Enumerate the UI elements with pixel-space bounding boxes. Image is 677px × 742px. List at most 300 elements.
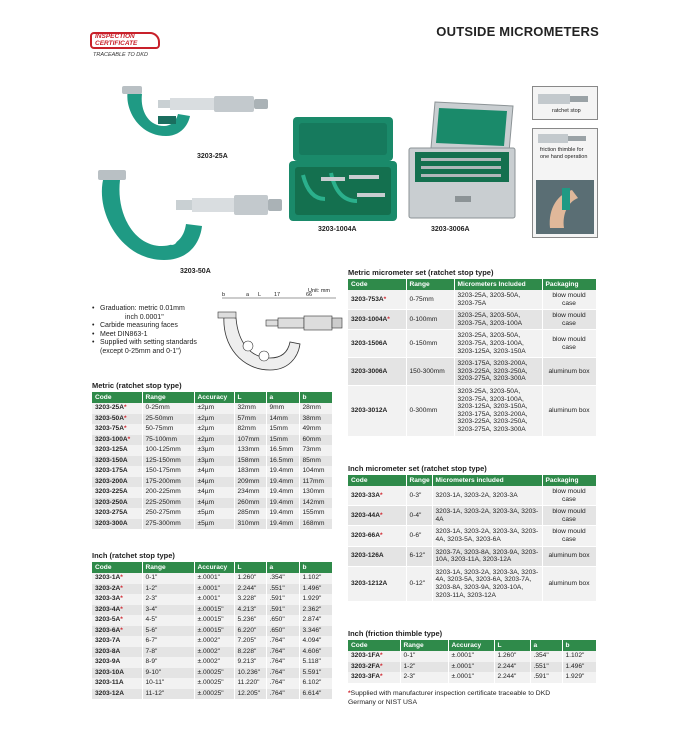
dim-b-cell: 6.614" [299,689,332,700]
column-header: Code [92,562,142,573]
dim-a-cell: 15mm [266,424,299,435]
range-cell: 2-3" [400,672,448,683]
product-code: 3203-2FA [351,662,380,670]
dim-a-cell: .764" [266,647,299,658]
dim-a-cell: 19.4mm [266,477,299,488]
dim-b-cell: 60mm [299,435,332,446]
column-header: Packaging [542,279,596,290]
included-cell: 3203-25A, 3203-50A, 3203-75A, 3203-100A, 3203-125A, 3203-150A, 3203-175A, 3203-200A, 3203-225A, 3203-250A, 3203-275A, 3203-300A [454,385,542,436]
dim-b-cell: 1.929" [562,672,596,683]
length-cell: 11.220" [234,678,266,689]
range-cell: 0-12" [406,566,432,601]
code-cell [92,487,142,498]
dim-b-cell: 155mm [299,508,332,519]
product-code: 3203-9A [95,658,121,665]
range-cell: 1-2" [400,662,448,673]
inch-set-title: Inch micrometer set (ratchet stop type) [348,464,487,473]
product-code: 3203-1506A [351,339,388,347]
dim-a-cell: .764" [266,636,299,647]
range-cell: 2-3" [142,594,194,605]
dim-b-cell: 38mm [299,414,332,425]
included-cell: 3203-175A, 3203-200A, 3203-225A, 3203-250A, 3203-275A, 3203-300A [454,358,542,386]
table-row [92,647,332,658]
column-header: Range [406,475,432,486]
certificate-star: * [120,605,123,613]
length-cell: 2.244" [494,662,530,673]
product-code: 3203-125A [95,446,128,453]
dim-b-cell: 1.102" [299,573,332,584]
range-cell: 6-7" [142,636,194,647]
table-row [348,651,596,662]
accuracy-cell: ±.0002" [194,647,234,658]
range-cell: 200-225mm [142,487,194,498]
badge-line-2: CERTIFICATE [95,40,138,47]
badge-line-3: TRACEABLE TO DKD [93,52,148,58]
length-cell: 107mm [234,435,266,446]
code-cell [92,636,142,647]
dim-a-cell: .591" [266,594,299,605]
length-cell: 158mm [234,456,266,467]
length-cell: 82mm [234,424,266,435]
length-cell: 234mm [234,487,266,498]
accuracy-cell: ±3µm [194,456,234,467]
table-row [92,456,332,467]
dim-b-cell: 1.102" [562,651,596,662]
range-cell: 75-100mm [142,435,194,446]
product-code: 3203-200A [95,477,128,485]
dim-a-cell: 19.4mm [266,519,299,530]
length-cell: 4.213" [234,605,266,616]
dim-b-cell: 1.496" [562,662,596,673]
diagram-label-66: 66 [306,292,313,298]
product-code: 3203-6A [95,626,121,634]
certificate-star: * [120,574,123,581]
included-cell: 3203-7A, 3203-8A, 3203-9A, 3203-10A, 3203-11A, 3203-12A [432,546,542,566]
product-code: 3203-44A [351,511,380,519]
product-code: 3203-3012A [351,406,388,414]
accuracy-cell: ±.0001" [194,594,234,605]
included-cell: 3203-1A, 3203-2A, 3203-3A, 3203-4A, 3203-5A, 3203-6A [432,526,542,546]
column-header: Accuracy [448,640,494,651]
column-header: Range [142,562,194,573]
accuracy-cell: ±.00015" [194,626,234,637]
dim-a-cell: .551" [266,584,299,595]
packaging-cell: blow mould case [542,330,596,358]
dim-a-cell: 15mm [266,435,299,446]
dim-a-cell: 14mm [266,414,299,425]
range-cell: 4-5" [142,615,194,626]
table-row [348,526,596,546]
column-header: L [494,640,530,651]
friction-table-header [348,640,596,651]
code-cell [92,573,142,584]
code-cell [92,424,142,435]
length-cell: 5.236" [234,615,266,626]
code-cell [348,526,406,546]
code-cell [348,310,406,330]
length-cell: 12.205" [234,689,266,700]
table-row [348,662,596,673]
table-row [92,594,332,605]
caption-3203-1004a: 3203-1004A [318,226,357,233]
dim-a-cell: .354" [530,651,562,662]
length-cell: 32mm [234,403,266,414]
caption-3203-3006a: 3203-3006A [431,226,470,233]
range-cell: 125-150mm [142,456,194,467]
dim-b-cell: 85mm [299,456,332,467]
code-cell [92,435,142,446]
range-cell: 0-6" [406,526,432,546]
metric-set-header [348,279,596,290]
product-code: 3203-1212A [351,580,388,588]
column-header: Accuracy [194,392,234,403]
column-header: Accuracy [194,562,234,573]
dimension-diagram [212,286,344,376]
range-cell: 150-175mm [142,466,194,477]
dim-a-cell: 9mm [266,403,299,414]
caption-3203-25a: 3203-25A [197,153,228,160]
certificate-star: * [123,404,127,411]
product-code: 3203-25A [95,404,124,411]
feature-carbide: • Carbide measuring faces [92,322,197,331]
table-row [92,435,332,446]
dim-b-cell: 1.929" [299,594,332,605]
dim-b-cell: 28mm [299,403,332,414]
diagram-label-a: a [246,292,250,298]
table-row [92,414,332,425]
dim-b-cell: 104mm [299,466,332,477]
aluminum-box-image [405,100,520,222]
dim-a-cell: .764" [266,689,299,700]
table-row [92,636,332,647]
column-header: L [234,562,266,573]
column-header: Range [400,640,448,651]
table-row [348,310,596,330]
range-cell: 7-8" [142,647,194,658]
packaging-cell: aluminum box [542,358,596,386]
footnote-star: * [348,690,351,697]
friction-table-title: Inch (friction thimble type) [348,629,443,638]
table-row [92,508,332,519]
packaging-cell: blow mould case [542,310,596,330]
range-cell: 0-1" [400,651,448,662]
product-code: 3203-2A [95,584,121,592]
product-code: 3203-75A [95,425,124,432]
packaging-cell: blow mould case [542,526,596,546]
column-header: a [266,562,299,573]
table-row [92,668,332,679]
code-cell [92,615,142,626]
table-row [92,678,332,689]
range-cell: 0-3" [406,486,432,506]
certificate-star: * [379,491,383,499]
dim-a-cell: 19.4mm [266,508,299,519]
range-cell: 25-50mm [142,414,194,425]
accuracy-cell: ±.0001" [448,662,494,673]
product-code: 3203-300A [95,519,128,527]
certificate-star: * [387,315,390,323]
code-cell [92,403,142,414]
code-cell [92,414,142,425]
certificate-star: * [123,425,127,432]
code-cell [348,651,400,662]
table-row [92,584,332,595]
product-code: 3203-753A [351,295,384,303]
product-code: 3203-1A [95,574,121,581]
included-cell: 3203-1A, 3203-2A, 3203-3A, 3203-4A, 3203-5A, 3203-6A, 3203-7A, 3203-8A, 3203-9A, 3203-10A, 3203-11A, 3203-12A [432,566,542,601]
length-cell: 57mm [234,414,266,425]
diagram-label-l: L [258,292,262,298]
length-cell: 7.205" [234,636,266,647]
product-code: 3203-3FA [351,673,380,680]
accuracy-cell: ±4µm [194,498,234,509]
inch-set-header [348,475,596,486]
range-cell: 0-100mm [406,310,454,330]
dim-b-cell: 2.362" [299,605,332,616]
table-row [92,445,332,456]
length-cell: 260mm [234,498,266,509]
range-cell: 50-75mm [142,424,194,435]
range-cell: 9-10" [142,668,194,679]
code-cell [92,477,142,488]
product-code: 3203-126A [351,552,384,560]
dim-b-cell: 4.606" [299,647,332,658]
table-row [92,519,332,530]
table-row [348,385,596,436]
table-row [348,546,596,566]
accuracy-cell: ±.0001" [448,651,494,662]
accuracy-cell: ±4µm [194,487,234,498]
feature-list [92,305,197,357]
page-title: OUTSIDE MICROMETERS [436,24,599,39]
dim-b-cell: 117mm [299,477,332,488]
inch-table-header [92,562,332,573]
range-cell: 8-9" [142,657,194,668]
length-cell: 8.228" [234,647,266,658]
range-cell: 250-275mm [142,508,194,519]
product-code: 3203-7A [95,637,121,644]
accuracy-cell: ±5µm [194,519,234,530]
code-cell [92,668,142,679]
accuracy-cell: ±5µm [194,508,234,519]
length-cell: 183mm [234,466,266,477]
dim-b-cell: 168mm [299,519,332,530]
certificate-star: * [120,595,123,602]
product-code: 3203-4A [95,605,121,613]
dim-a-cell: 19.4mm [266,487,299,498]
dim-a-cell: .551" [530,662,562,673]
code-cell [348,566,406,601]
product-code: 3203-33A [351,491,380,499]
accuracy-cell: ±2µm [194,424,234,435]
code-cell [348,330,406,358]
accuracy-cell: ±.0001" [448,672,494,683]
range-cell: 275-300mm [142,519,194,530]
code-cell [348,385,406,436]
product-code: 3203-3006A [351,367,388,375]
range-cell: 0-4" [406,506,432,526]
product-code: 3203-50A [95,414,124,422]
code-cell [348,486,406,506]
range-cell: 3-4" [142,605,194,616]
packaging-cell: aluminum box [542,546,596,566]
range-cell: 0-150mm [406,330,454,358]
accuracy-cell: ±3µm [194,445,234,456]
code-cell [92,519,142,530]
code-cell [92,498,142,509]
accuracy-cell: ±.0001" [194,584,234,595]
packaging-cell: blow mould case [542,486,596,506]
range-cell: 0-1" [142,573,194,584]
code-cell [348,506,406,526]
metric-table [92,392,333,529]
range-cell: 0-300mm [406,385,454,436]
table-row [92,657,332,668]
inch-set-table [348,475,597,602]
certificate-star: * [120,584,123,592]
diagram-label-17: 17 [274,292,281,298]
packaging-cell: aluminum box [542,566,596,601]
product-code: 3203-66A [351,532,380,540]
table-row [92,689,332,700]
dim-a-cell: 16.5mm [266,445,299,456]
column-header: Code [348,279,406,290]
accuracy-cell: ±2µm [194,435,234,446]
table-row [348,506,596,526]
metric-set-title: Metric micrometer set (ratchet stop type) [348,268,494,277]
table-row [348,672,596,683]
inch-table-title: Inch (ratchet stop type) [92,551,175,560]
feature-setting-standards: • Supplied with setting standards [92,339,197,348]
table-row [92,626,332,637]
feature-graduation: • Graduation: metric 0.01mm [92,305,197,314]
dim-a-cell: 16.5mm [266,456,299,467]
range-cell: 175-200mm [142,477,194,488]
certificate-star: * [127,435,131,443]
dim-a-cell: .354" [266,573,299,584]
product-code: 3203-225A [95,488,128,495]
table-row [92,403,332,414]
accuracy-cell: ±.00015" [194,605,234,616]
footnote-text: Supplied with manufacturer inspection certificate traceable to DKD Germany or NIST USA [348,690,551,706]
column-header: b [299,392,332,403]
column-header: Code [92,392,142,403]
column-header: Code [348,475,406,486]
length-cell: 6.220" [234,626,266,637]
product-code: 3203-1004A [351,315,388,323]
inspection-certificate-logo [90,32,166,60]
certificate-star: * [379,652,383,659]
table-row [92,424,332,435]
metric-table-title: Metric (ratchet stop type) [92,381,182,390]
length-cell: 2.244" [234,584,266,595]
code-cell [348,672,400,683]
dim-a-cell: .591" [530,672,562,683]
certificate-star: * [383,295,387,303]
certificate-star: * [123,414,127,422]
badge-line-1: INSPECTION [95,33,135,40]
code-cell [348,546,406,566]
product-code: 3203-8A [95,647,121,655]
dim-b-cell: 1.496" [299,584,332,595]
product-code: 3203-275A [95,509,128,516]
micrometer-set-case-image [287,115,399,223]
code-cell [92,657,142,668]
column-header: Packaging [542,475,596,486]
footnote [348,690,578,707]
accuracy-cell: ±4µm [194,477,234,488]
certificate-star: * [120,616,123,623]
table-row [348,358,596,386]
product-code: 3203-100A [95,435,128,443]
metric-table-header [92,392,332,403]
caption-ratchet-stop: ratchet stop [552,108,581,114]
range-cell: 11-12" [142,689,194,700]
column-header: a [266,392,299,403]
dim-a-cell: .650" [266,615,299,626]
code-cell [92,594,142,605]
accuracy-cell: ±.0002" [194,636,234,647]
dim-a-cell: .764" [266,668,299,679]
accuracy-cell: ±2µm [194,414,234,425]
length-cell: 310mm [234,519,266,530]
range-cell: 100-125mm [142,445,194,456]
table-row [348,566,596,601]
length-cell: 1.260" [494,651,530,662]
accuracy-cell: ±4µm [194,466,234,477]
range-cell: 0-25mm [142,403,194,414]
column-header: L [234,392,266,403]
ratchet-stop-image [532,86,598,120]
micrometer-50a-image [90,160,285,270]
certificate-star: * [379,511,383,519]
diagram-label-b: b [222,292,226,298]
feature-graduation-inch: inch 0.0001" [125,313,164,321]
range-cell: 5-6" [142,626,194,637]
product-code: 3203-150A [95,456,128,464]
accuracy-cell: ±.0002" [194,657,234,668]
column-header: Micrometers included [432,475,542,486]
product-code: 3203-12A [95,689,124,697]
included-cell: 3203-25A, 3203-50A, 3203-75A, 3203-100A, 3203-125A, 3203-150A [454,330,542,358]
table-row [92,605,332,616]
table-row [92,498,332,509]
dim-a-cell: .764" [266,678,299,689]
table-row [348,486,596,506]
length-cell: 9.213" [234,657,266,668]
certificate-star: * [379,662,383,670]
product-code: 3203-250A [95,498,128,506]
code-cell [348,290,406,310]
dim-b-cell: 5.591" [299,668,332,679]
dim-a-cell: .764" [266,657,299,668]
range-cell: 6-12" [406,546,432,566]
friction-table [348,640,597,683]
column-header: Range [406,279,454,290]
column-header: b [299,562,332,573]
packaging-cell: blow mould case [542,506,596,526]
table-row [92,477,332,488]
dim-b-cell: 3.346" [299,626,332,637]
table-row [348,290,596,310]
caption-3203-50a: 3203-50A [180,268,211,275]
length-cell: 285mm [234,508,266,519]
dim-a-cell: .591" [266,605,299,616]
included-cell: 3203-1A, 3203-2A, 3203-3A, 3203-4A [432,506,542,526]
accuracy-cell: ±.00015" [194,615,234,626]
product-code: 3203-175A [95,467,128,474]
code-cell [92,605,142,616]
